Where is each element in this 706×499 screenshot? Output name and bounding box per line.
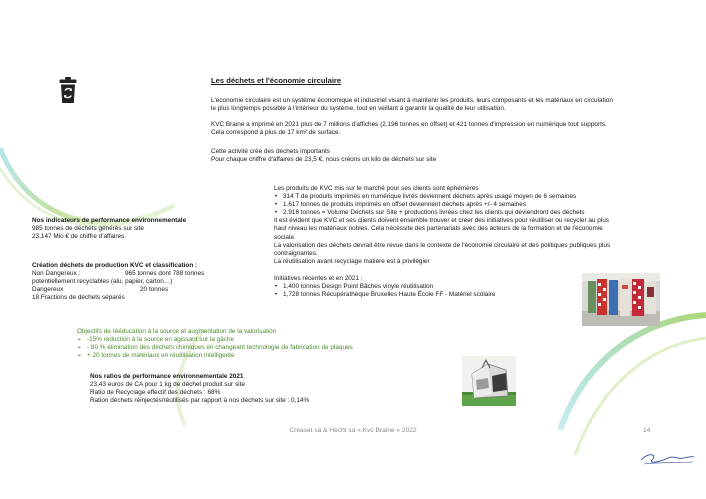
ratio-line: 23,43 euros de CA pour 1 kg de déchet produit sur site: [90, 381, 245, 389]
dangerous-label: Dangereux: [32, 286, 64, 294]
ratio-line: Ratio de Recyclage effectif des déchets : 68%: [90, 389, 221, 397]
indicator-line: 23,147 Mio € de chiffre d'affaires: [32, 233, 125, 241]
indicators-section: [32, 217, 186, 241]
footer-text: Créaset sa & Hecht sa « Kvc Braine » 2022: [289, 427, 417, 434]
products-intro: Les produits de KVC mis sur le marché pour ses clients sont éphémères: [274, 185, 479, 192]
banners-photo: [582, 273, 660, 326]
list-item: • 1,728 tonnes Récupérathèque Bruxelles Haute École FF - Matériel scolaire: [274, 291, 610, 299]
non-dangerous-detail: potentiellement recyclables (alu, papier, carton…): [32, 278, 173, 286]
initiatives-heading: Initiatives récentes et en 2021 :: [274, 274, 363, 282]
list-item: ➢ -15% réduction à la source en agissant sur la gâche: [77, 336, 353, 344]
page-title: Les déchets et l'économie circulaire: [211, 76, 342, 85]
products-bullet-list: [274, 193, 610, 217]
ratios-section: [90, 373, 309, 405]
signature: [638, 448, 696, 468]
recycle-bin-icon: [57, 76, 79, 104]
objectives-heading: Objectifs de rééducation à la source et augmentation de la valorisation: [77, 328, 277, 335]
list-item: ➢ + 20 tonnes de matériaux en réutilisation intelligente: [77, 352, 353, 360]
partnership-paragraph: Il est évident que KVC et ses clients doivent ensemble trouver et créer des initiatives pour réutiliser ou recycler au plus haut niveau les matériaux nobles. Cela nécessite des partenariats avec des acteurs de la formation et de l'économie sociale.: [274, 217, 609, 241]
recycled-bag-photo: [462, 356, 516, 406]
products-section: [274, 185, 610, 299]
classification-section: [32, 262, 272, 302]
list-item: ➢ - 80 % élimination des déchets chimiques en changeant technologie de fabrication de plaques: [77, 344, 353, 352]
list-item: • 1,400 tonnes Design Point Bâches vinyle réutilisation: [274, 283, 610, 291]
objectives-section: [77, 328, 353, 360]
non-dangerous-label: Non Dangereux :: [32, 270, 81, 278]
page-number: 14: [643, 427, 651, 434]
valorisation-paragraph: La valorisation des déchets devrait être revue dans le contexte de l'économie circulaire et des politiques publiques plus contraignantes.: [274, 241, 611, 257]
classification-heading: Création déchets de production KVC et classification :: [32, 262, 198, 269]
list-item: • 314 T de produits imprimés en numérique livrés deviennent déchets après usage moyen de 6 semaines: [274, 193, 610, 201]
ratios-heading: Nos ratios de performance environnementale 2021: [90, 373, 244, 380]
objectives-list: [77, 336, 353, 360]
ratio-line: Ration déchets réinjectés/réutilisés par rapport à nos déchets sur site : 0,14%: [90, 397, 310, 405]
bottom-right-arc: [560, 315, 706, 455]
reuse-priority-text: La réutilisation avant recyclage matière est à privilégier: [274, 257, 430, 265]
indicators-heading: Nos indicateurs de performance environnementale: [32, 217, 187, 224]
list-item: • 1.617 tonnes de produits imprimés en offset deviennent déchets après +/- 4 semaines: [274, 201, 610, 209]
non-dangerous-value: 965 tonnes dont 788 tonnes: [125, 270, 205, 278]
list-item: • 2.916 tonnes = Volume Déchets sur Site + productions livrées chez les clients qui deviendront des déchets: [274, 209, 610, 217]
intro-paragraph-1: L'économie circulaire est un système économique et industriel visant à maintenir les produits, leurs composants et les matériaux en circulation le plus longtemps possible à l'intérieur du système, tout en veillant à garantir la qualité de leur utilisation.: [211, 97, 613, 113]
fractions-text: 18 Fractions de déchets séparés: [32, 294, 125, 302]
indicator-line: 985 tonnes de déchets générés sur site: [32, 225, 144, 233]
initiatives-list: [274, 283, 610, 299]
intro-paragraph-3: Cette activité crée des déchets importants Pour chaque chiffre d'affaires de 23,5 €, nous créons un kilo de déchets sur site: [211, 148, 437, 164]
dangerous-value: 20 tonnes: [140, 286, 169, 294]
intro-paragraph-2: KVC Braine a imprimé en 2021 plus de 7 millions d'affiches (2.196 tonnes en offset) et 421 tonnes d'impression en numérique tout supports. Cela correspond à plus de 17 km² de surface.: [211, 121, 607, 137]
top-left-arc: [0, 148, 175, 226]
